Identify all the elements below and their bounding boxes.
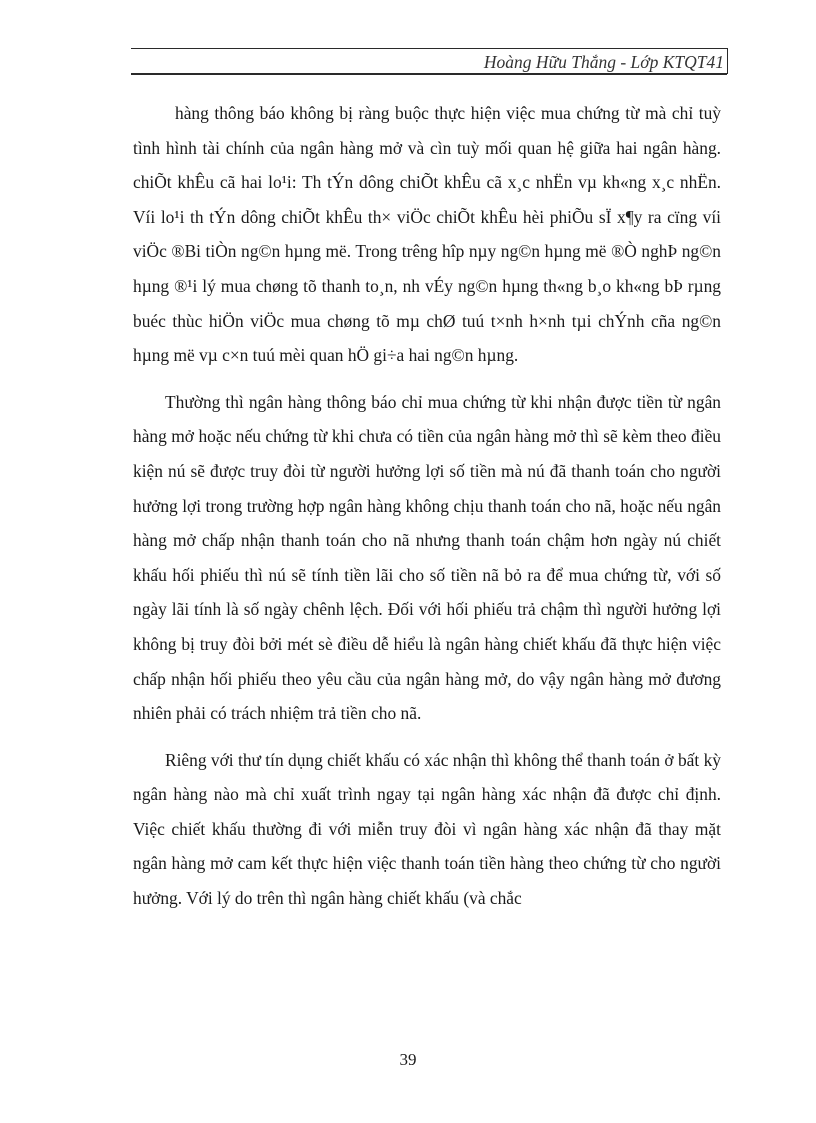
paragraph: Riêng với thư tín dụng chiết khấu có xác nhận thì không thể thanh toán ở bất kỳ ngân hàng nào mà chỉ xuất trình ngay tại ngân hàng xác nhận đã được chỉ định. Việc chiết khấu thường đi với miễn truy đòi vì ngân hàng xác nhận đã thay mặt ngân hàng mở cam kết thực hiện việc thanh toán tiền hàng theo chứng từ cho người hưởng. Với lý do trên thì ngân hàng chiết khấu (và chắc [133, 749, 721, 909]
paragraph: hàng thông báo không bị ràng buộc thực hiện việc mua chứng từ mà chỉ tuỳ tình hình tài chính của ngân hàng mở và cìn tuỳ mối quan hệ giữa hai ngân hàng. chiÕt khÊu cã hai lo¹i: Th tÝn dông chiÕt khÊu cã x¸c nhËn vµ kh«ng x¸c nhËn. Víi lo¹i th tÝn dông chiÕt khÊu th× viÖc chiÕt khÊu hèi phiÕu sÏ x¶y ra cïng víi viÖc ®Bi tiÒn ng©n hµng më. Trong trêng hîp nµy ng©n hµng më ®Ò nghÞ ng©n hµng ®¹i lý mua chøng tõ thanh to¸n, nh vÉy ng©n hµng th«ng b¸o kh«ng bÞ rµng buéc thùc hiÖn viÖc mua chøng tõ mµ chØ tuú t×nh h×nh tµi chÝnh cña ng©n hµng më vµ c×n tuú mèi quan hÖ gi÷a hai ng©n hµng. [133, 103, 721, 366]
page-number: 39 [399, 1050, 417, 1069]
running-header: Hoàng Hữu Thắng - Lớp KTQT41 [483, 52, 724, 72]
body-text [133, 96, 721, 916]
paragraph: Thường thì ngân hàng thông báo chỉ mua chứng từ khi nhận được tiền từ ngân hàng mở hoặc nếu chứng từ khi chưa có tiền của ngân hàng mở thì sẽ kèm theo điều kiện nú sẽ được truy đòi từ người hưởng lợi số tiền mà nú đã thanh toán cho người hưởng lợi trong trường hợp ngân hàng không chịu thanh toán cho nã, hoặc nếu ngân hàng mở chấp nhận thanh toán cho nã nhưng thanh toán chậm hơn ngày nú chiết khấu hối phiếu thì nú sẽ tính tiền lãi cho số tiền nã bỏ ra để mua chứng từ, với số ngày lãi tính là số ngày chênh lệch. Đối với hối phiếu trả chậm thì người hưởng lợi không bị truy đòi bởi mét sè điều dễ hiểu là ngân hàng chiết khấu đã thực hiện việc chấp nhận hối phiếu theo yêu cầu của ngân hàng mở, do vậy ngân hàng mở đương nhiên phải có trách nhiệm trả tiền cho nã. [133, 391, 721, 724]
header-rule [131, 73, 727, 75]
